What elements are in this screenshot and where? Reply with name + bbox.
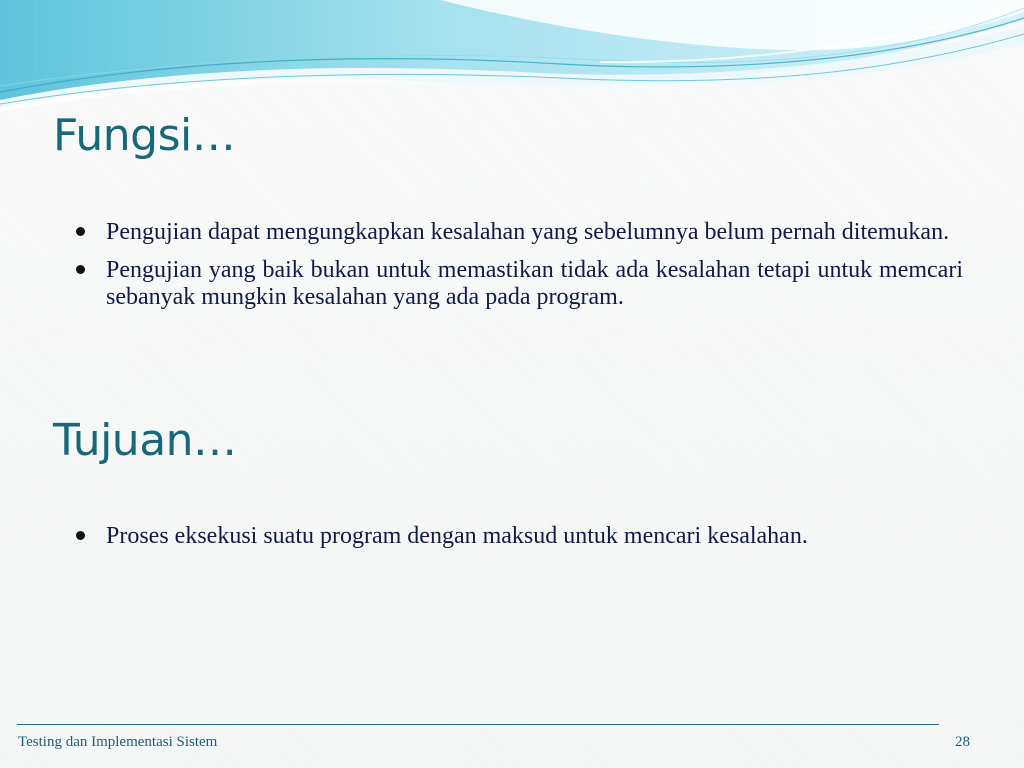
bullet-text: Pengujian yang baik bukan untuk memastikan tidak ada kesalahan tetapi untuk memcari sebanyak mungkin kesalahan yang ada pada program. [106,257,963,310]
bullet-text: Pengujian dapat mengungkapkan kesalahan yang sebelumnya belum pernah ditemukan. [106,219,950,245]
tujuan-bullet-list [76,523,963,561]
fungsi-bullet-list [76,219,963,322]
bullet-text: Proses eksekusi suatu program dengan maksud untuk mencari kesalahan. [106,523,808,549]
bullet-item [76,219,963,246]
bullet-dot-icon [76,265,85,274]
footer-title: Testing dan Implementasi Sistem [18,734,218,750]
bullet-item [76,257,963,311]
section-heading-tujuan: Tujuan… [53,415,237,466]
bullet-dot-icon [76,531,85,540]
bullet-dot-icon [76,227,85,236]
section-heading-fungsi: Fungsi… [53,110,236,161]
page-number: 28 [955,734,970,750]
footer-divider [17,724,939,725]
bullet-item [76,523,963,550]
